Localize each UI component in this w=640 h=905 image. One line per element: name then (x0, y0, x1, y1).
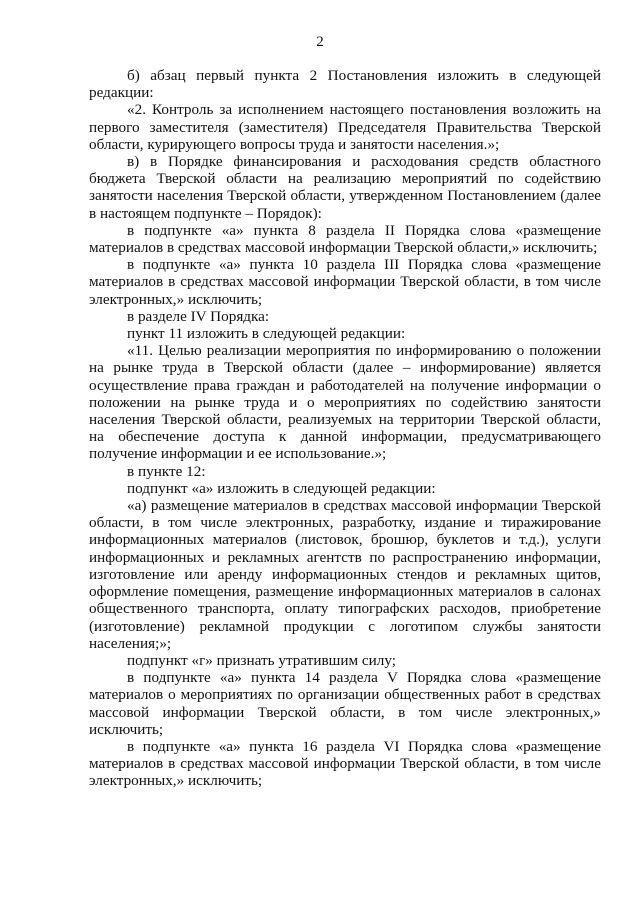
paragraph-section-4-heading: в разделе IV Порядка: (127, 307, 270, 325)
paragraph-subitem-a-intro: подпункт «а» изложить в следующей редакции: (127, 479, 436, 497)
paragraph-subitem-a-text: «а) размещение материалов в средствах массовой информации Тверской области, в том числе электронных, разработку, издание и тиражирование информационных материалов (листовок, брошюр, буклетов и т.д.), услуги информационных и рекламных агентств по распространению информации, изготовление или аренду информационных стендов и рекламных щитов, оформление помещения, размещение информационных материалов в салонах общественного транспорта, оплату типографских расходов, приобретение (изготовление) рекламной продукции с логотипом службы занятости населения;»; (89, 497, 601, 652)
page-number: 2 (316, 34, 324, 50)
paragraph-v-intro: в) в Порядке финансирования и расходования средств областного бюджета Тверской области на реализацию мероприятий по содействию занятости населения Тверской области, утвержденном Постановлением (далее в настоящем подпункте – Порядок): (89, 153, 601, 222)
paragraph-section-6-item-16: в подпункте «а» пункта 16 раздела VI Порядка слова «размещение материалов в средствах массовой информации Тверской области, в том числе электронных,» исключить; (89, 737, 601, 790)
paragraph-section-2-item-8: в подпункте «а» пункта 8 раздела II Порядка слова «размещение материалов в средствах массовой информации Тверской области,» исключить; (89, 221, 601, 257)
paragraph-item-12-heading: в пункте 12: (127, 462, 206, 480)
paragraph-subitem-g: подпункт «г» признать утратившим силу; (127, 651, 396, 669)
document-body (89, 67, 601, 790)
paragraph-section-5-item-14: в подпункте «а» пункта 14 раздела V Порядка слова «размещение материалов о мероприятиях по организации общественных работ в средствах массовой информации Тверской области, в том числе электронных,» исключить; (89, 669, 601, 738)
paragraph-item-11-text: «11. Целью реализации мероприятия по информированию о положении на рынке труда в Тверской области (далее – информирование) является осуществление права граждан и работодателей на получение информации о положении на рынке труда и о мероприятиях по содействию занятости населения Тверской области, реализуемых на территории Тверской области, на обеспечение доступа к данной информации, предусматривающего получение информации и ее использование.»; (89, 342, 601, 463)
paragraph-section-3-item-10: в подпункте «а» пункта 10 раздела III Порядка слова «размещение материалов в средствах массовой информации Тверской области, в том числе электронных,» исключить; (89, 256, 601, 308)
paragraph-b-intro: б) абзац первый пункта 2 Постановления изложить в следующей редакции: (89, 67, 601, 102)
paragraph-clause-2-text: «2. Контроль за исполнением настоящего постановления возложить на первого заместителя (заместителя) Председателя Правительства Тверской области, курирующего вопросы труда и занятости населения.»; (89, 101, 601, 153)
paragraph-item-11-intro: пункт 11 изложить в следующей редакции: (127, 325, 406, 343)
